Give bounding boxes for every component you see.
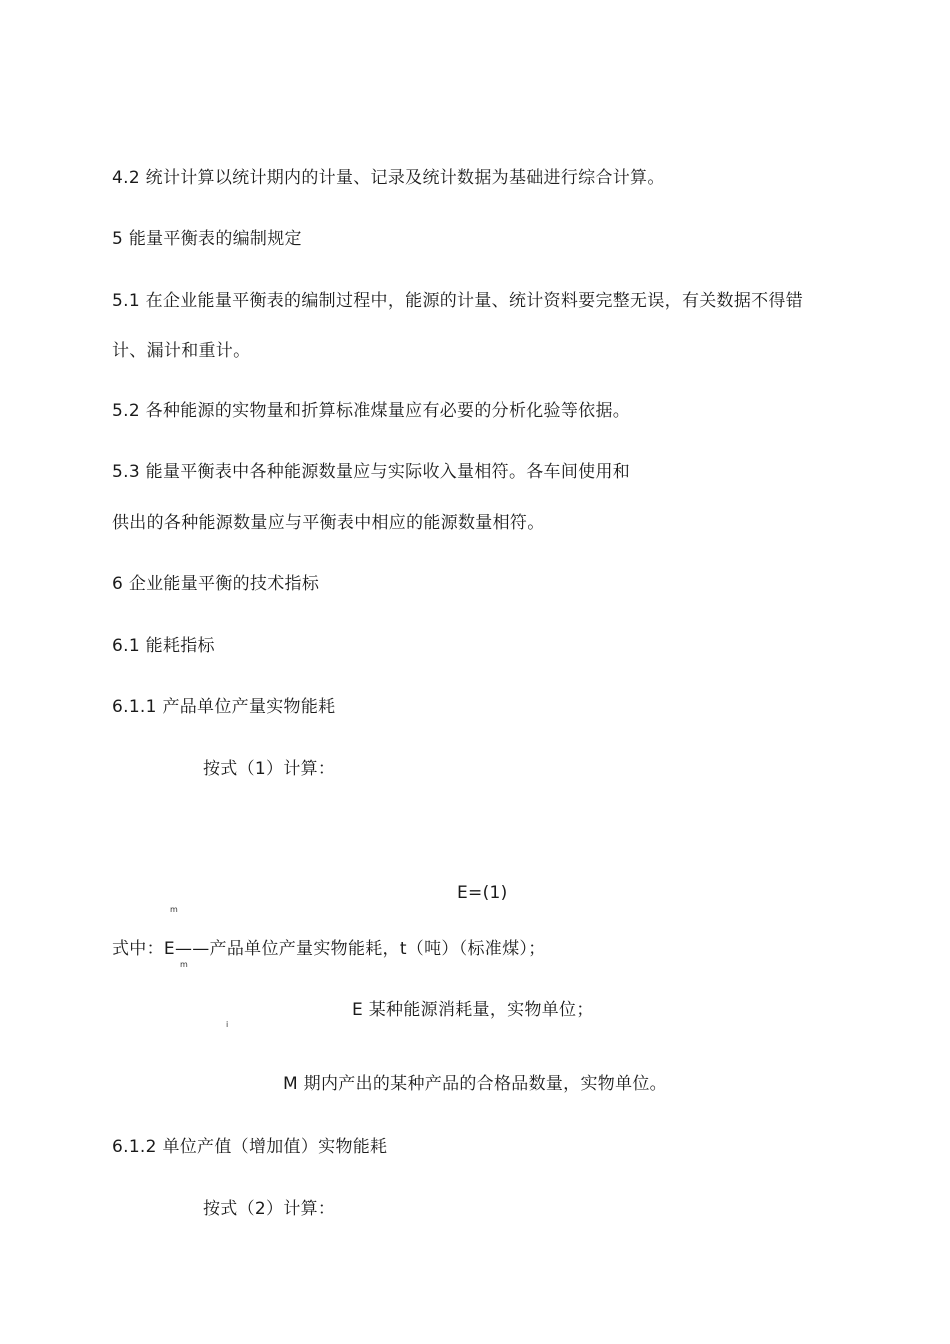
calculation-note-2: 按式（2）计算： [203,1199,336,1219]
definition-m: M 期内产出的某种产品的合格品数量，实物单位。 [283,1074,667,1094]
subsection-heading-6-1: 6.1 能耗指标 [112,636,215,656]
subsection-heading-6-1-2: 6.1.2 单位产值（增加值）实物能耗 [112,1137,388,1157]
paragraph-5-3-line-2: 供出的各种能源数量应与平衡表中相应的能源数量相符。 [112,513,545,533]
section-heading-6: 6 企业能量平衡的技术指标 [112,574,320,594]
paragraph-5-1-line-2: 计、漏计和重计。 [112,341,251,361]
subsection-heading-6-1-1: 6.1.1 产品单位产量实物能耗 [112,697,336,717]
subscript-m: m [170,905,178,914]
paragraph-5-3-line-1: 5.3 能量平衡表中各种能源数量应与实际收入量相符。各车间使用和 [112,462,631,482]
paragraph-5-2: 5.2 各种能源的实物量和折算标准煤量应有必要的分析化验等依据。 [112,401,631,421]
subscript-m: m [180,960,188,969]
calculation-note-1: 按式（1）计算： [203,759,336,779]
paragraph-5-1-line-1: 5.1 在企业能量平衡表的编制过程中，能源的计量、统计资料要完整无误，有关数据不得错 [112,291,804,311]
formula-1: E=(1) [457,883,508,903]
definition-ei: E 某种能源消耗量，实物单位； [352,1000,594,1020]
paragraph-4-2: 4.2 统计计算以统计期内的计量、记录及统计数据为基础进行综合计算。 [112,168,665,188]
section-heading-5: 5 能量平衡表的编制规定 [112,229,302,249]
subscript-i: i [226,1020,229,1029]
definition-em: 式中：E——产品单位产量实物能耗，t（吨）（标准煤）； [112,939,546,959]
